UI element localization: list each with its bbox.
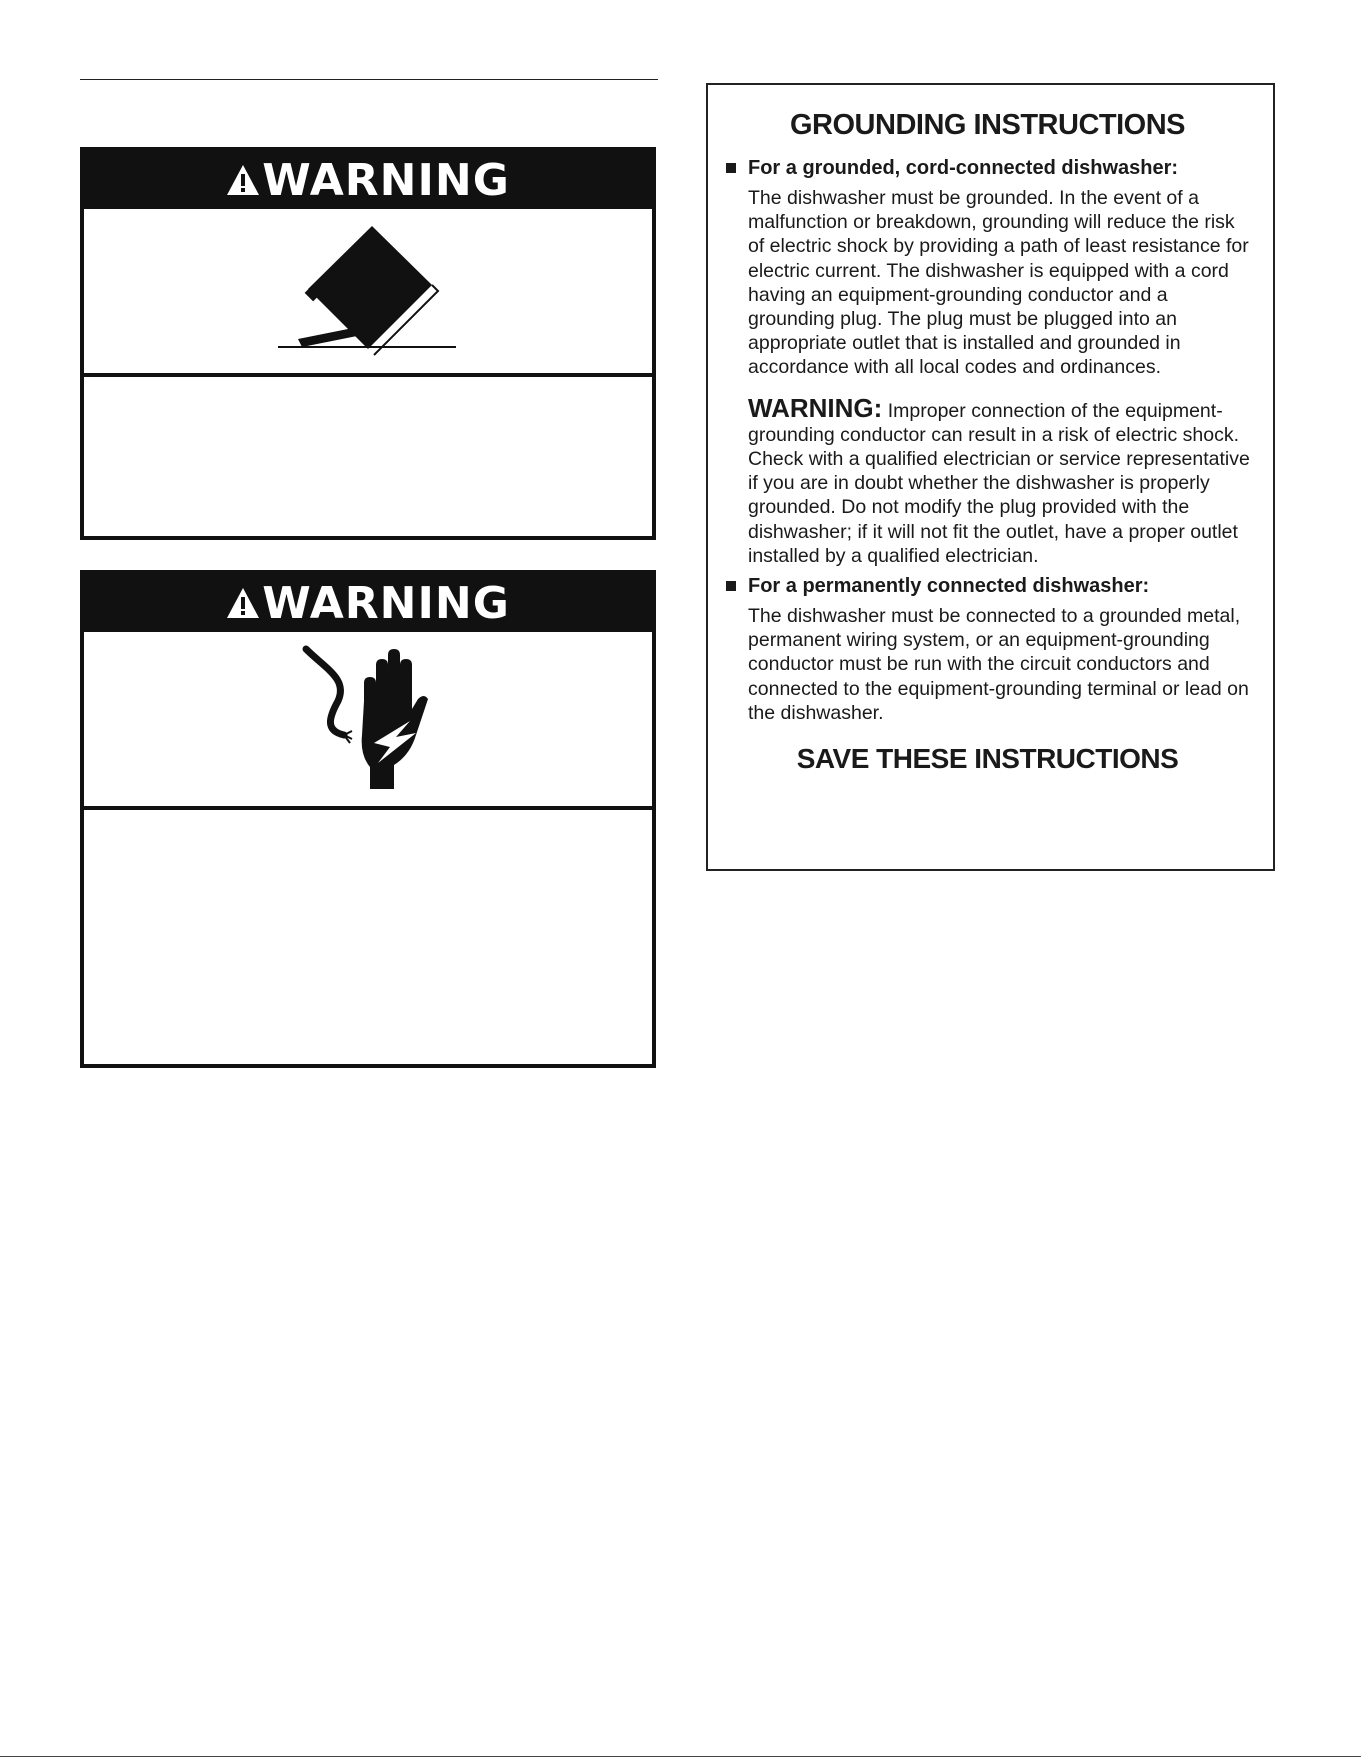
- warning-inline-text: Improper connection of the equipment-grounding conductor can result in a risk of electric shock. Check with a qualified electrician or service representative if you are in doubt whether the dishwasher is properly grounded. Do not modify the plug provided with the dishwasher; if it will not fit the outlet, have a proper outlet installed by a qualified electrician.: [748, 399, 1250, 567]
- warning-box-tip-over: [80, 147, 656, 540]
- section-heading-permanent: [722, 574, 1253, 598]
- warning-header-text: WARNING: [262, 577, 510, 629]
- section-heading-text: For a permanently connected dishwasher:: [748, 575, 1150, 598]
- alert-triangle-icon: [226, 586, 260, 620]
- top-divider: [80, 79, 658, 80]
- warning-pictogram: [84, 632, 652, 810]
- warning-header-text: WARNING: [262, 154, 510, 206]
- bottom-divider: [0, 1756, 1361, 1757]
- warning-box-electrical: [80, 570, 656, 1068]
- bullet-square-icon: [726, 581, 736, 591]
- warning-inline-label: WARNING:: [748, 392, 883, 423]
- cord-connected-paragraph: The dishwasher must be grounded. In the event of a malfunction or breakdown, grounding will reduce the risk of electric shock by providing a path of least resistance for electric current. The dishwasher is equipped with a cord having an equipment-grounding conductor and a grounding plug. The plug must be plugged into an appropriate outlet that is installed and grounded in accordance with all local codes and ordinances.: [748, 187, 1249, 379]
- bullet-square-icon: [726, 163, 736, 173]
- warning-header: [84, 574, 652, 632]
- grounding-instructions-box: [706, 83, 1275, 871]
- alert-triangle-icon: [226, 163, 260, 197]
- save-instructions-title: SAVE THESE INSTRUCTIONS: [796, 743, 1179, 775]
- warning-pictogram: [84, 209, 652, 377]
- section-heading-cord-connected: [722, 156, 1253, 180]
- permanent-connection-paragraph: The dishwasher must be connected to a grounded metal, permanent wiring system, or an equipment-grounding conductor must be run with the circuit conductors and connected to the equipment-grounding terminal or lead on the dishwasher.: [748, 605, 1249, 724]
- section-heading-text: For a grounded, cord-connected dishwasher:: [748, 157, 1179, 179]
- grounding-title: GROUNDING INSTRUCTIONS: [790, 109, 1185, 141]
- grounding-warning-paragraph: [748, 392, 1253, 568]
- warning-header: [84, 151, 652, 209]
- tip-over-hazard-icon: [268, 221, 468, 361]
- electrical-shock-hazard-icon: [278, 639, 458, 799]
